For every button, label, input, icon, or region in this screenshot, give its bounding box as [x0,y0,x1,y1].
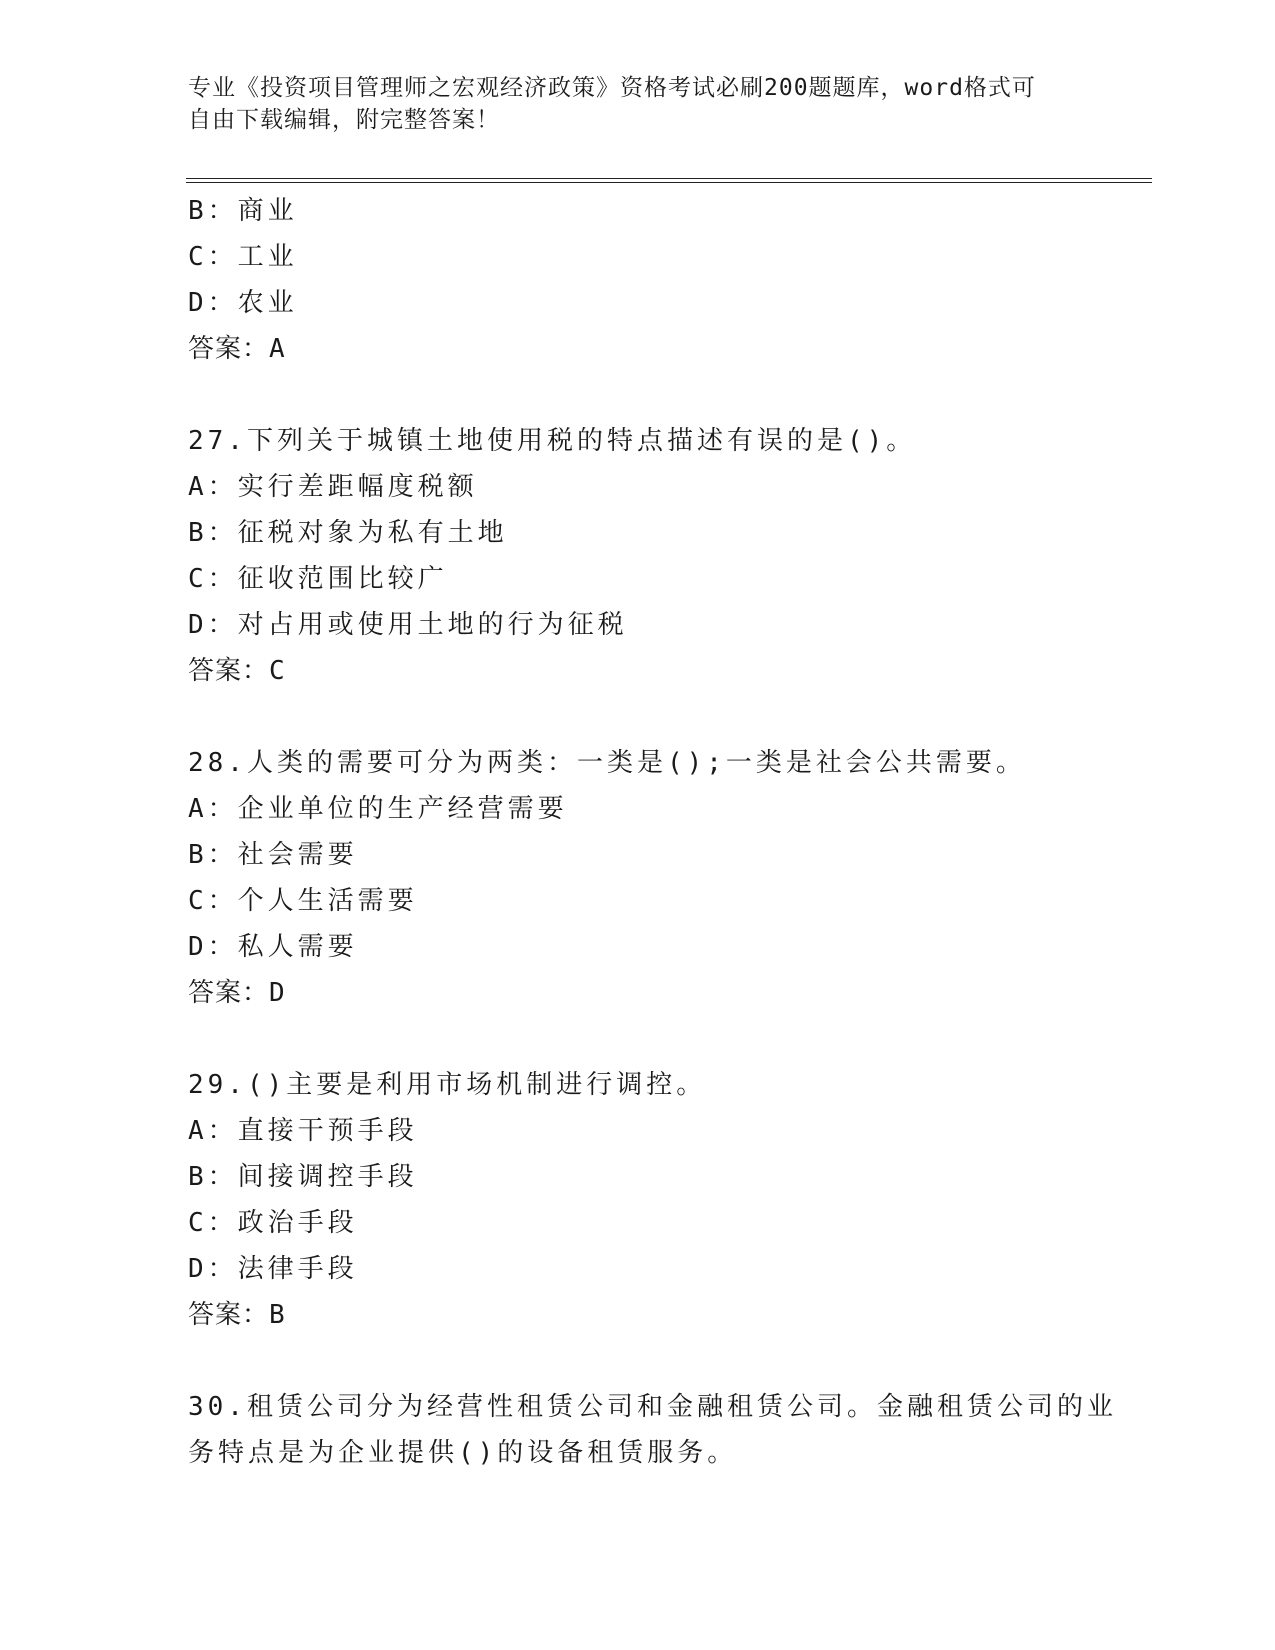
option-d: D：对占用或使用土地的行为征税 [188,610,628,640]
answer-label: 答案： [188,334,270,364]
question-26-tail [188,188,1088,372]
question-stem: 29.()主要是利用市场机制进行调控。 [188,1070,707,1100]
question-27 [188,418,1088,694]
header-line-2: 自由下载编辑，附完整答案！ [188,107,500,133]
option-d: D：私人需要 [188,932,358,962]
option-b: B：间接调控手段 [188,1162,418,1192]
answer-line [188,326,1088,372]
question-28 [188,740,1088,1016]
answer-value: D [269,978,286,1008]
option-a: A：实行差距幅度税额 [188,472,478,502]
question-29 [188,1062,1088,1338]
answer-label: 答案： [188,656,270,686]
answer-label: 答案： [188,1300,270,1330]
document-header [188,72,1088,136]
question-30 [188,1384,1117,1476]
answer-line [188,648,1088,694]
option-d: D：法律手段 [188,1254,358,1284]
answer-line [188,1292,1088,1338]
option-a: A：直接干预手段 [188,1116,418,1146]
answer-line [188,970,1088,1016]
option-c: C：政治手段 [188,1208,358,1238]
header-divider [186,178,1152,183]
option-c: C：征收范围比较广 [188,564,448,594]
answer-value: B [269,1300,286,1330]
question-content [188,188,1117,1476]
question-stem-line-1: 30.租赁公司分为经营性租赁公司和金融租赁公司。金融租赁公司的业 [188,1392,1117,1422]
option-d: D：农业 [188,288,298,318]
option-a: A：企业单位的生产经营需要 [188,794,568,824]
question-stem-line-2: 务特点是为企业提供()的设备租赁服务。 [188,1438,738,1468]
option-c: C：工业 [188,242,298,272]
answer-label: 答案： [188,978,270,1008]
answer-value: C [269,656,286,686]
header-line-1: 专业《投资项目管理师之宏观经济政策》资格考试必刷200题题库，word格式可 [188,75,1036,101]
option-c: C：个人生活需要 [188,886,418,916]
question-stem: 28.人类的需要可分为两类：一类是();一类是社会公共需要。 [188,748,1026,778]
option-b: B：商业 [188,196,298,226]
option-b: B：征税对象为私有土地 [188,518,508,548]
answer-value: A [269,334,286,364]
question-stem: 27.下列关于城镇土地使用税的特点描述有误的是()。 [188,426,917,456]
option-b: B：社会需要 [188,840,358,870]
